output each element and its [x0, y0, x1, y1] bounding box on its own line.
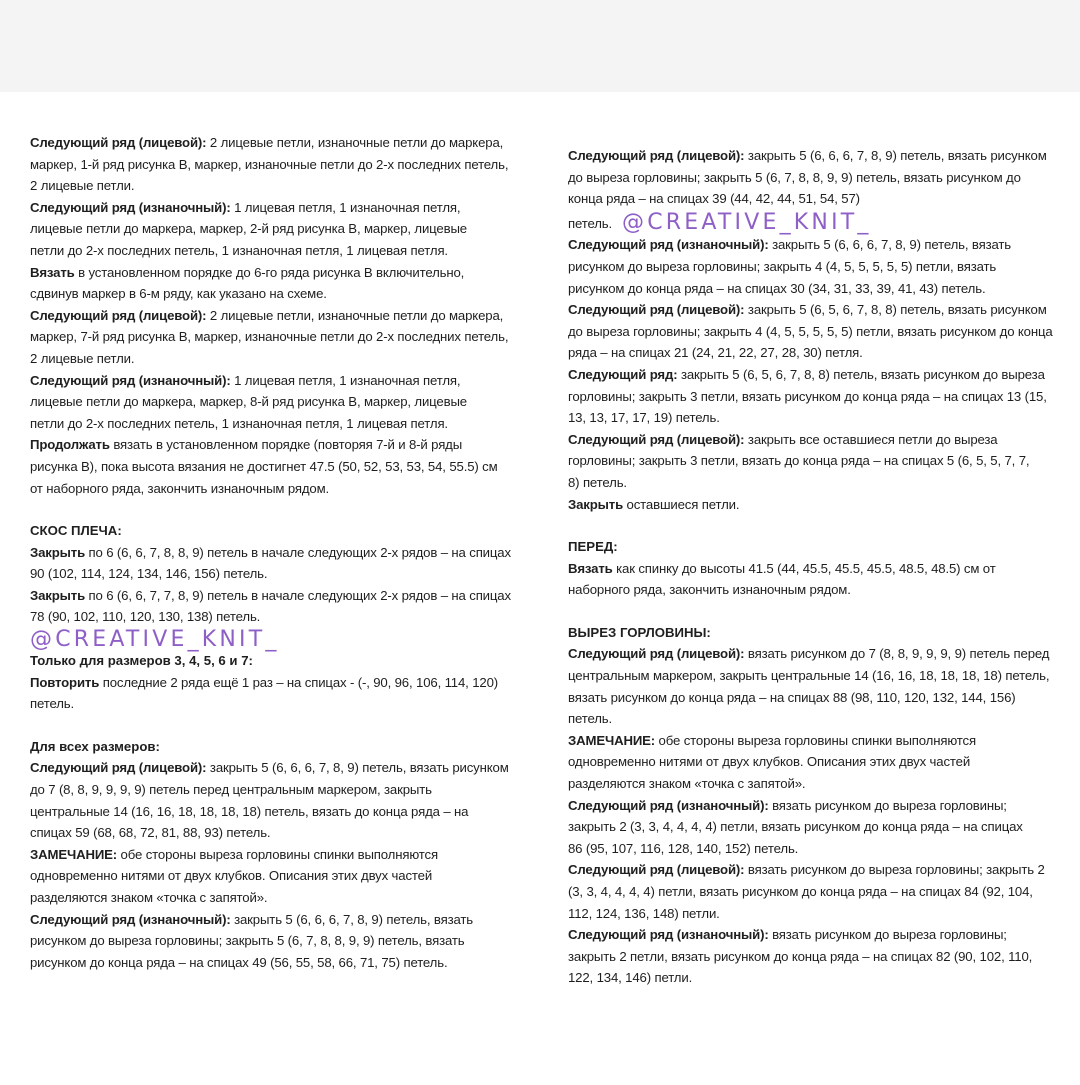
instruction-paragraph: Следующий ряд (лицевой): вязать рисунком до 7 (8, 8, 9, 9, 9, 9) петель перед центральным маркером, закрыть центральные 14 (16, 16, 18, 18, 18, 18) петель, вязать рисунком до конца ряда – на спицах 88 (98, 110, 120, 132, 144, 156) петель. — [568, 646, 1050, 727]
top-band — [0, 0, 1080, 92]
row-label: Вязать — [568, 560, 613, 576]
row-label: Следующий ряд (лицевой): — [568, 431, 745, 447]
row-label: Следующий ряд (изнаночный): — [30, 372, 231, 388]
sizes-heading: Только для размеров 3, 4, 5, 6 и 7: — [30, 653, 253, 669]
watermark: @CREATIVE_KNIT_ — [622, 209, 872, 235]
instruction-paragraph: Следующий ряд (лицевой): закрыть 5 (6, 5, 6, 7, 8, 8) петель, вязать рисунком до выреза горловины; закрыть 4 (4, 5, 5, 5, 5, 5) петли, вязать рисунком до конца ряда – на спицах 21 (24, 21, 22, 27, 28, 30) петля. — [568, 302, 1053, 361]
row-label: Продолжать — [30, 437, 110, 453]
row-label: Следующий ряд (изнаночный): — [30, 911, 231, 927]
row-label: Повторить — [30, 674, 100, 690]
instruction-paragraph: Продолжать вязать в установленном порядке (повторяя 7-й и 8-й ряды рисунка В), пока высота вязания не достигнет 47.5 (50, 52, 53, 53, 54, 55.5) см от наборного ряда, закончить изнаночным рядом. — [30, 437, 498, 496]
instruction-paragraph: Закрыть оставшиеся петли. — [568, 496, 740, 512]
row-label: Следующий ряд (лицевой): — [568, 302, 745, 318]
section-heading-neckline: ВЫРЕЗ ГОРЛОВИНЫ: — [568, 624, 711, 640]
section-heading-front: ПЕРЕД: — [568, 539, 618, 555]
watermark: @CREATIVE_KNIT_ — [30, 627, 280, 653]
row-label: Закрыть — [568, 496, 624, 512]
right-column — [568, 145, 1054, 989]
instruction-paragraph: Следующий ряд (лицевой): закрыть 5 (6, 6, 6, 7, 8, 9) петель, вязать рисунком до 7 (8, 8, 9, 9, 9, 9) петель перед центральным маркером, закрыть центральные 14 (16, 16, 18, 18, 18, 18) петель, вязать до конца ряда – на спицах 59 (68, 68, 72, 81, 88, 93) петель. — [30, 760, 509, 841]
row-label: Следующий ряд (лицевой): — [568, 148, 745, 163]
instruction-paragraph: Вязать как спинку до высоты 41.5 (44, 45.5, 45.5, 45.5, 48.5, 48.5) см от наборного ряда, закончить изнаночным рядом. — [568, 560, 996, 598]
row-label: Следующий ряд (изнаночный): — [568, 927, 769, 943]
instruction-paragraph: Следующий ряд: закрыть 5 (6, 5, 6, 7, 8, 8) петель, вязать рисунком до выреза горловины; закрыть 3 петли, вязать рисунком до конца ряда – на спицах 13 (15, 13, 13, 17, 17, 19) петель. — [568, 366, 1047, 426]
instruction-paragraph: Следующий ряд (лицевой): вязать рисунком до выреза горловины; закрыть 2 (3, 3, 4, 4, 4, 4) петли, вязать рисунком до конца ряда – на спицах 84 (92, 104, 112, 124, 136, 148) петли. — [568, 862, 1045, 921]
instruction-paragraph: Следующий ряд (изнаночный): вязать рисунком до выреза горловины; закрыть 2 (3, 3, 4, 4, 4, 4) петли, вязать рисунком до конца ряда – на спицах 86 (95, 107, 116, 128, 140, 152) петель. — [568, 797, 1023, 856]
note-label: ЗАМЕЧАНИЕ: — [568, 732, 656, 748]
instruction-paragraph: Закрыть по 6 (6, 6, 7, 8, 8, 9) петель в начале следующих 2-х рядов – на спицах 90 (102, 114, 124, 134, 146, 156) петель. — [30, 544, 511, 582]
row-label: Следующий ряд (лицевой): — [568, 862, 745, 878]
instruction-paragraph: Вязать в установленном порядке до 6-го ряда рисунка В включительно, сдвинув маркер в 6-м ряду, как указано на схеме. — [30, 264, 465, 302]
left-column — [30, 132, 512, 973]
row-label: Следующий ряд (лицевой): — [30, 135, 207, 150]
section-heading-shoulder: СКОС ПЛЕЧА: — [30, 523, 122, 539]
row-label: Закрыть — [30, 587, 86, 603]
note-label: ЗАМЕЧАНИЕ: — [30, 846, 118, 862]
row-label: Следующий ряд (лицевой): — [30, 307, 207, 323]
instruction-paragraph: Следующий ряд (лицевой): 2 лицевые петли, изнаночные петли до маркера, маркер, 7-й ряд рисунка В, маркер, изнаночные петли до 2-х последних петель, 2 лицевые петли. — [30, 307, 509, 366]
instruction-paragraph: Следующий ряд (лицевой): закрыть все оставшиеся петли до выреза горловины; закрыть 3 петли, вязать до конца ряда – на спицах 5 (6, 5, 5, 7, 7, 8) петель. — [568, 431, 1030, 490]
row-label: Следующий ряд (изнаночный): — [568, 237, 769, 253]
instruction-paragraph: Закрыть по 6 (6, 6, 7, 7, 8, 9) петель в начале следующих 2-х рядов – на спицах 78 (90, 102, 110, 120, 130, 138) петель. — [30, 587, 511, 625]
instruction-paragraph: Следующий ряд (изнаночный): 1 лицевая петля, 1 изнаночная петля, лицевые петли до маркера, маркер, 8-й ряд рисунка В, маркер, лицевые петли до 2-х последних петель, 1 изнаночная петля, 1 лицевая петля. — [30, 372, 467, 431]
row-label: Следующий ряд (изнаночный): — [30, 199, 231, 215]
instruction-paragraph: Следующий ряд (изнаночный): вязать рисунком до выреза горловины; закрыть 2 петли, вязать рисунком до конца ряда – на спицах 82 (90, 102, 110, 122, 134, 146) петли. — [568, 927, 1033, 986]
note-paragraph: ЗАМЕЧАНИЕ: обе стороны выреза горловины спинки выполняются одновременно нитями от двух клубков. Описания этих двух частей разделяются знаком «точка с запятой». — [568, 732, 976, 792]
all-sizes-heading: Для всех размеров: — [30, 738, 160, 754]
note-paragraph: ЗАМЕЧАНИЕ: обе стороны выреза горловины спинки выполняются одновременно нитями от двух клубков. Описания этих двух частей разделяются знаком «точка с запятой». — [30, 846, 438, 905]
instruction-paragraph: Следующий ряд (изнаночный): 1 лицевая петля, 1 изнаночная петля, лицевые петли до маркера, маркер, 2-й ряд рисунка В, маркер, лицевые петли до 2-х последних петель, 1 изнаночная петля, 1 лицевая петля. — [30, 199, 467, 258]
row-label: Следующий ряд (лицевой): — [30, 760, 207, 776]
instruction-paragraph: Повторить последние 2 ряда ещё 1 раз – на спицах - (-, 90, 96, 106, 114, 120) петель. — [30, 674, 498, 712]
row-label: Закрыть — [30, 544, 86, 560]
row-label: Вязать — [30, 264, 75, 280]
row-label: Следующий ряд (лицевой): — [568, 646, 745, 662]
instruction-paragraph: Следующий ряд (лицевой): 2 лицевые петли, изнаночные петли до маркера, маркер, 1-й ряд рисунка В, маркер, изнаночные петли до 2-х последних петель, 2 лицевые петли. — [30, 135, 509, 194]
row-label: Следующий ряд: — [568, 366, 678, 382]
instruction-paragraph: Следующий ряд (изнаночный): закрыть 5 (6, 6, 6, 7, 8, 9) петель, вязать рисунком до выреза горловины; закрыть 5 (6, 7, 8, 8, 9, 9) петель, вязать рисунком до конца ряда – на спицах 49 (56, 55, 58, 66, 71, 75) петель. — [30, 911, 473, 970]
instruction-paragraph: Следующий ряд (изнаночный): закрыть 5 (6, 6, 6, 7, 8, 9) петель, вязать рисунком до выреза горловины; закрыть 4 (4, 5, 5, 5, 5, 5) петли, вязать рисунком до конца ряда – на спицах 30 (34, 31, 33, 39, 41, 43) петель. — [568, 237, 1011, 296]
row-label: Следующий ряд (изнаночный): — [568, 797, 769, 813]
instruction-paragraph: Следующий ряд (лицевой): закрыть 5 (6, 6, 6, 7, 8, 9) петель, вязать рисунком до выреза горловины; закрыть 5 (6, 7, 8, 8, 9, 9) петель, вязать рисунком до конца ряда – на спицах 39 (44, 42, 44, 51, 54, 57) петель. @CREATIVE_KNIT_ — [568, 148, 1047, 235]
